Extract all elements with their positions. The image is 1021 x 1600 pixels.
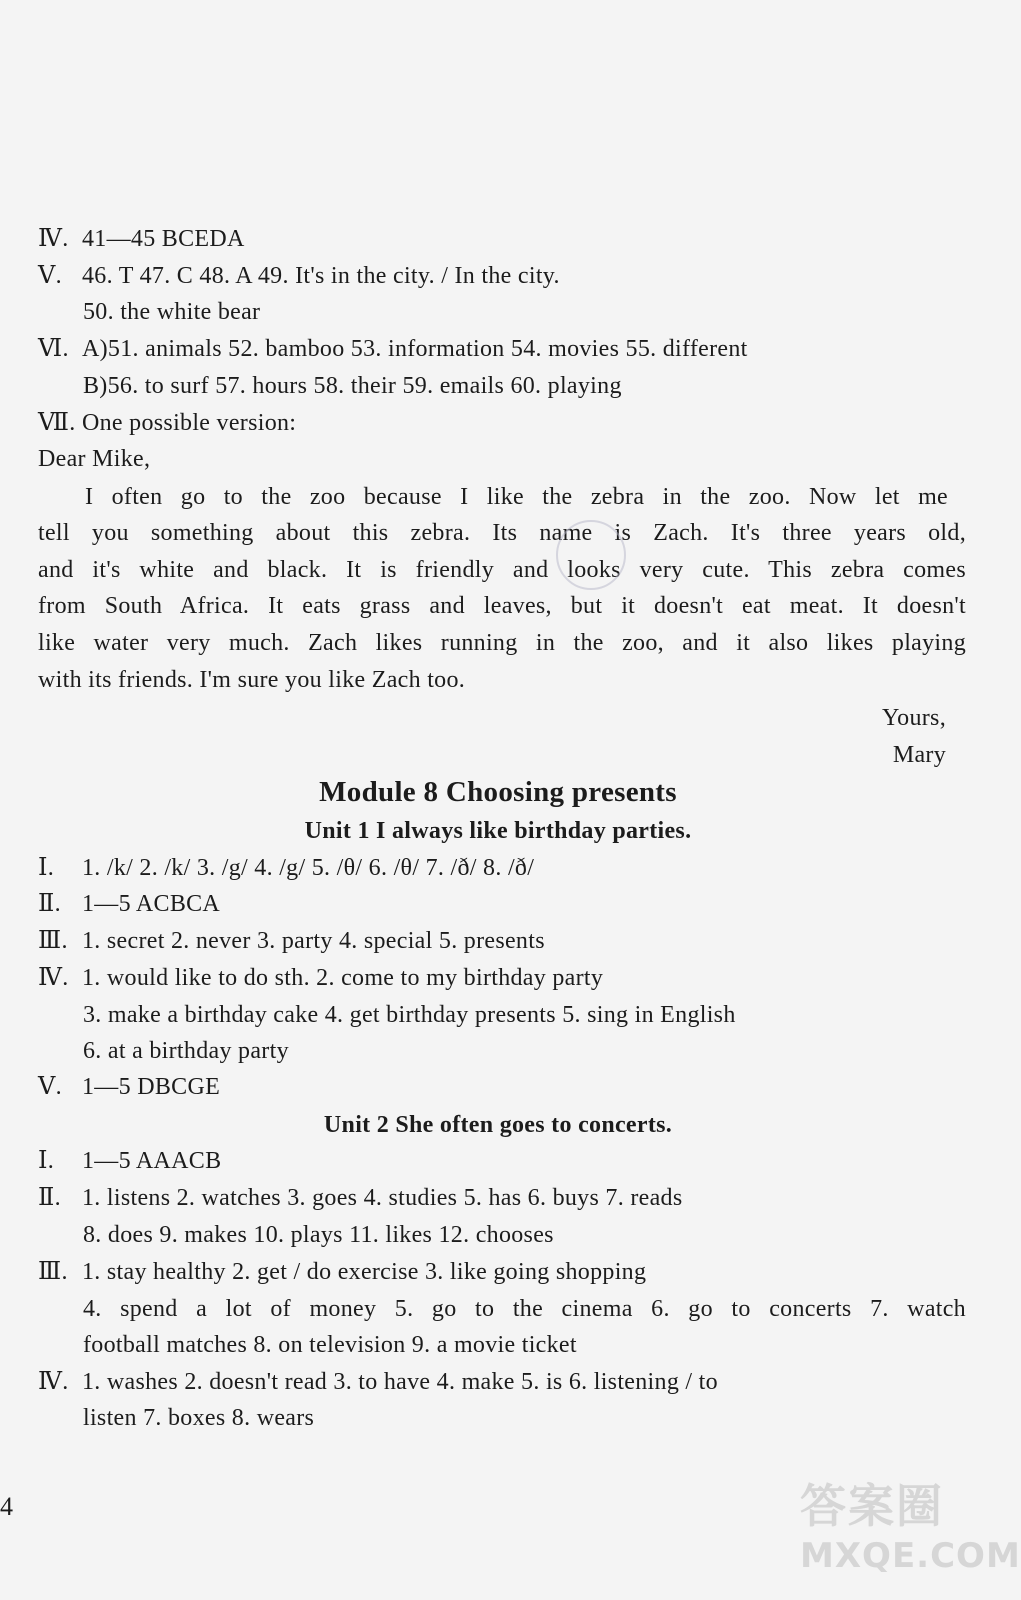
answer-text: 1. listens 2. watches 3. goes 4. studies 5. has 6. buys 7. reads (82, 1185, 683, 1211)
letter-body-line: from South Africa. It eats grass and leaves, but it doesn't eat meat. It doesn't (38, 593, 966, 619)
answer-line (38, 889, 968, 919)
answer-line (83, 1403, 968, 1433)
stamp-mark (556, 520, 626, 590)
answer-text: 41—45 BCEDA (82, 226, 245, 252)
answer-text: 1. stay healthy 2. get / do exercise 3. like going shopping (82, 1259, 647, 1285)
answer-text: 1. washes 2. doesn't read 3. to have 4. make 5. is 6. listening / to (82, 1369, 718, 1395)
answer-line (83, 1000, 968, 1030)
section-numeral: Ⅶ. (38, 410, 76, 436)
letter-closing: Yours, (881, 705, 946, 731)
answer-line (38, 1146, 968, 1176)
answer-text: listen 7. boxes 8. wears (83, 1405, 315, 1431)
section-numeral: Ⅲ. (38, 1259, 68, 1285)
letter-body-line: like water very much. Zach likes running in the zoo, and it also likes playing (38, 630, 966, 656)
answer-text: football matches 8. on television 9. a movie ticket (83, 1332, 577, 1358)
section-numeral: Ⅱ. (38, 891, 61, 917)
section-numeral: Ⅴ. (38, 1074, 62, 1100)
unit-title: Unit 1 I always like birthday parties. (304, 818, 692, 844)
letter-body-line: and it's white and black. It is friendly and looks very cute. This zebra comes (38, 557, 966, 583)
answer-line (83, 297, 968, 327)
answer-text: 1. would like to do sth. 2. come to my birthday party (82, 965, 604, 991)
answer-text: 6. at a birthday party (83, 1038, 289, 1064)
section-numeral: Ⅱ. (38, 1185, 61, 1211)
answer-line (38, 1367, 968, 1397)
answer-line (38, 334, 968, 364)
letter-body-line: with its friends. I'm sure you like Zach too. (38, 667, 466, 693)
unit-title: Unit 2 She often goes to concerts. (323, 1112, 673, 1138)
answer-text: 1. secret 2. never 3. party 4. special 5. presents (82, 928, 545, 954)
answer-text: 1. /k/ 2. /k/ 3. /g/ 4. /g/ 5. /θ/ 6. /θ/ 7. /ð/ 8. /ð/ (82, 855, 535, 881)
letter-body-line: I often go to the zoo because I like the zebra in the zoo. Now let me (85, 484, 948, 510)
answer-text: One possible version: (82, 410, 297, 436)
answer-line (83, 1294, 966, 1324)
module-title: Module 8 Choosing presents (319, 776, 677, 808)
answer-text: B)56. to surf 57. hours 58. their 59. emails 60. playing (83, 373, 622, 399)
answer-line (38, 261, 968, 291)
answer-line (38, 1183, 968, 1213)
answer-line (83, 371, 968, 401)
answer-text: 1—5 DBCGE (82, 1074, 221, 1100)
answer-line (83, 1220, 968, 1250)
letter-body-line: tell you something about this zebra. Its name is Zach. It's three years old, (38, 520, 966, 546)
section-numeral: Ⅵ. (38, 336, 69, 362)
answer-line (38, 1257, 968, 1287)
watermark-logo: 答案圈 MXQE.COM (800, 1479, 1021, 1576)
answer-line (83, 1036, 968, 1066)
answer-text: 50. the white bear (83, 299, 261, 325)
answer-line (83, 1330, 968, 1360)
section-numeral: Ⅴ. (38, 263, 62, 289)
answer-text: 8. does 9. makes 10. plays 11. likes 12. chooses (83, 1222, 554, 1248)
answer-text: 1—5 ACBCA (82, 891, 221, 917)
answer-text: 46. T 47. C 48. A 49. It's in the city. / In the city. (82, 263, 560, 289)
answer-text: A)51. animals 52. bamboo 53. information 54. movies 55. different (82, 336, 748, 362)
section-numeral: Ⅲ. (38, 928, 68, 954)
answer-text: 3. make a birthday cake 4. get birthday presents 5. sing in English (83, 1002, 736, 1028)
answer-text: 4. spend a lot of money 5. go to the cinema 6. go to concerts 7. watch (83, 1296, 966, 1322)
answer-line (38, 408, 968, 438)
section-numeral: Ⅳ. (38, 965, 69, 991)
letter-signature: Mary (892, 742, 946, 768)
section-numeral: Ⅳ. (38, 1369, 69, 1395)
section-numeral: Ⅰ. (38, 855, 55, 881)
answer-line (38, 853, 968, 883)
section-numeral: Ⅳ. (38, 226, 69, 252)
answer-line (38, 1072, 968, 1102)
letter-greeting: Dear Mike, (38, 446, 151, 472)
section-numeral: Ⅰ. (38, 1148, 55, 1174)
page-number: 4 (0, 1492, 13, 1521)
answer-line (38, 926, 968, 956)
answer-line (38, 963, 968, 993)
answer-line (38, 224, 968, 254)
answer-text: 1—5 AAACB (82, 1148, 222, 1174)
